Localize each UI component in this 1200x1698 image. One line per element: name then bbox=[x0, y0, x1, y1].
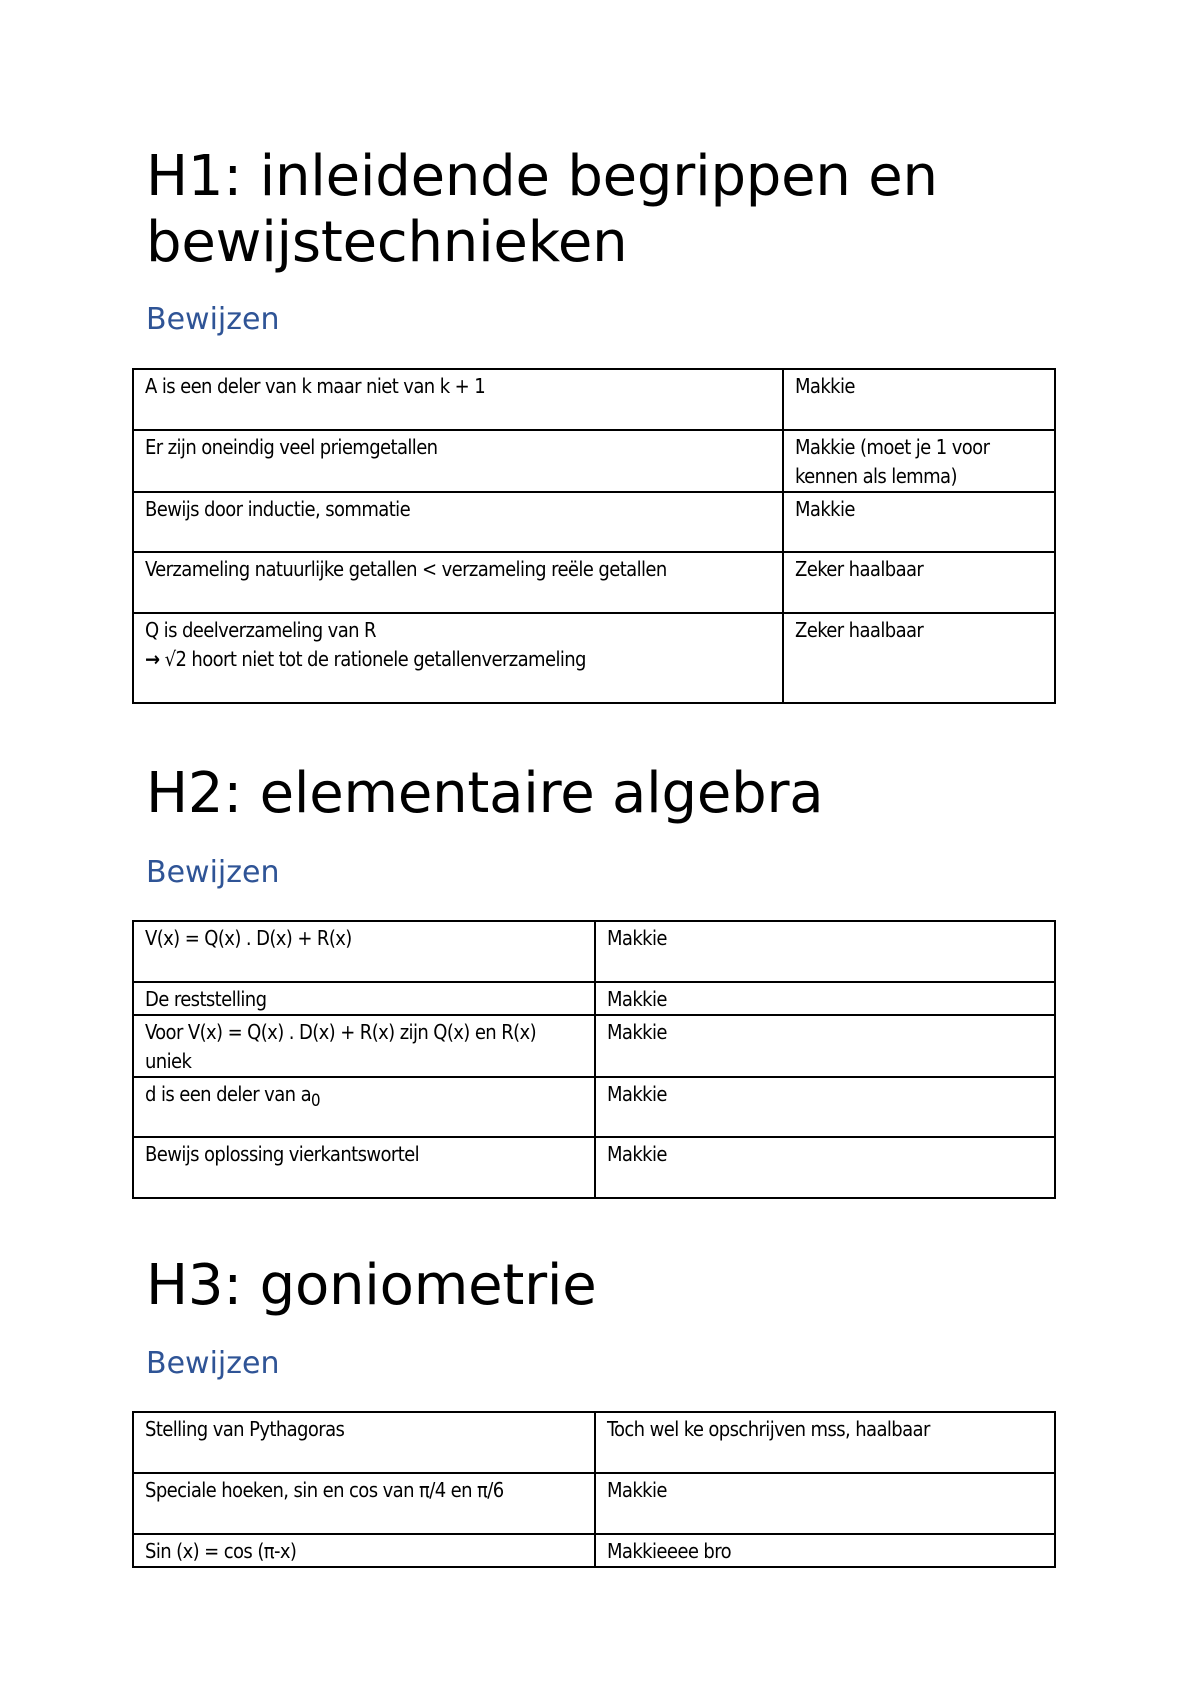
table-row bbox=[133, 430, 1055, 492]
section-title: H3: goniometrie bbox=[146, 1253, 597, 1318]
table-row bbox=[133, 492, 1055, 552]
section-subtitle: Bewijzen bbox=[146, 855, 280, 890]
section-subtitle: Bewijzen bbox=[146, 302, 280, 337]
table-row bbox=[133, 613, 1055, 703]
proof-item: Verzameling natuurlijke getallen < verzameling reële getallen bbox=[133, 552, 783, 613]
table-row bbox=[133, 1534, 1055, 1567]
proofs-table bbox=[132, 368, 1056, 704]
proof-item: A is een deler van k maar niet van k + 1 bbox=[133, 369, 783, 430]
proof-item: De reststelling bbox=[133, 982, 595, 1015]
subscript: 0 bbox=[311, 1091, 320, 1110]
proof-item: Bewijs door inductie, sommatie bbox=[133, 492, 783, 552]
proof-item: Er zijn oneindig veel priemgetallen bbox=[133, 430, 783, 492]
table-row bbox=[133, 552, 1055, 613]
proof-status: Makkie bbox=[783, 492, 1055, 552]
proofs-table bbox=[132, 1411, 1056, 1568]
proof-item: V(x) = Q(x) . D(x) + R(x) bbox=[133, 921, 595, 982]
section-title: H2: elementaire algebra bbox=[146, 761, 824, 826]
proof-status: Makkie bbox=[595, 1077, 1055, 1137]
table-row bbox=[133, 1077, 1055, 1137]
section-title: H1: inleidende begrippen en bewijstechnieken bbox=[146, 144, 938, 275]
proof-status: Zeker haalbaar bbox=[783, 552, 1055, 613]
table-row bbox=[133, 1412, 1055, 1473]
proof-status: Makkie (moet je 1 voor kennen als lemma) bbox=[783, 430, 1055, 492]
proof-status: Makkie bbox=[595, 1015, 1055, 1077]
proof-status: Makkie bbox=[783, 369, 1055, 430]
table-row bbox=[133, 1137, 1055, 1198]
table-row bbox=[133, 982, 1055, 1015]
proof-status: Makkie bbox=[595, 982, 1055, 1015]
proof-item-line: √2 hoort niet tot de rationele getallenverzameling bbox=[159, 647, 586, 671]
table-row bbox=[133, 1473, 1055, 1534]
proof-status: Toch wel ke opschrijven mss, haalbaar bbox=[595, 1412, 1055, 1473]
proof-item bbox=[133, 613, 783, 703]
table-row bbox=[133, 1015, 1055, 1077]
proof-status: Makkieeee bro bbox=[595, 1534, 1055, 1567]
proof-item bbox=[133, 1077, 595, 1137]
proof-item: Speciale hoeken, sin en cos van π/4 en π/6 bbox=[133, 1473, 595, 1534]
proof-item: Stelling van Pythagoras bbox=[133, 1412, 595, 1473]
proof-item: Voor V(x) = Q(x) . D(x) + R(x) zijn Q(x) en R(x) uniek bbox=[133, 1015, 595, 1077]
proof-item: Sin (x) = cos (π-x) bbox=[133, 1534, 595, 1567]
table-row bbox=[133, 369, 1055, 430]
proof-item-line: Q is deelverzameling van R bbox=[145, 618, 376, 642]
section-subtitle: Bewijzen bbox=[146, 1346, 280, 1381]
proof-status: Makkie bbox=[595, 921, 1055, 982]
proofs-table bbox=[132, 920, 1056, 1199]
proof-status: Makkie bbox=[595, 1137, 1055, 1198]
proof-item-text: d is een deler van a bbox=[145, 1082, 311, 1106]
table-row bbox=[133, 921, 1055, 982]
proof-status: Makkie bbox=[595, 1473, 1055, 1534]
arrow-right-icon: → bbox=[145, 647, 160, 671]
proof-status: Zeker haalbaar bbox=[783, 613, 1055, 703]
proof-item: Bewijs oplossing vierkantswortel bbox=[133, 1137, 595, 1198]
